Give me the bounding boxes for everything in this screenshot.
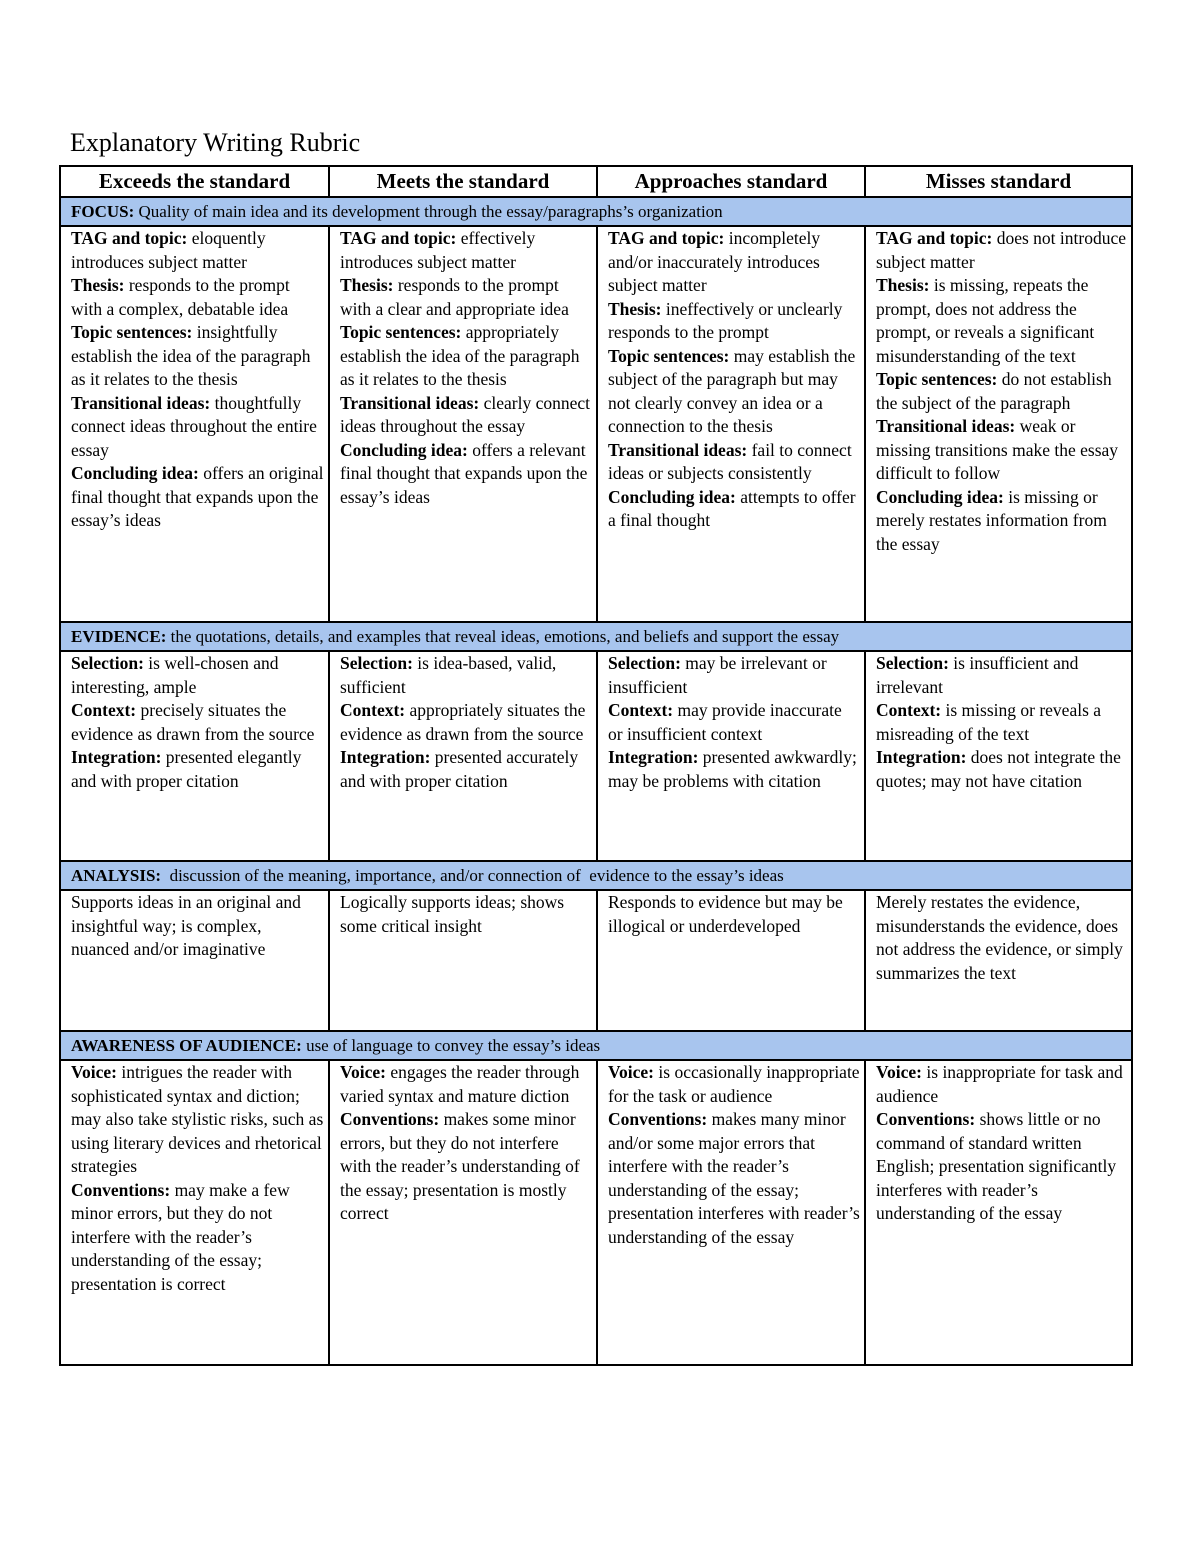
criterion [71, 274, 324, 321]
section-heading [60, 1031, 1132, 1060]
criterion-text: insightfully establish the idea of the paragraph as it relates to the thesis [71, 322, 311, 389]
criteria-cell-exceeds [60, 651, 329, 861]
criterion-text: makes many minor and/or some major errors that interfere with the reader’s understanding of the essay; presentation interferes with reader’s understanding of the essay [608, 1109, 860, 1247]
criteria-cell-misses [865, 226, 1132, 622]
criterion-label: Thesis: [71, 275, 125, 295]
criterion [608, 345, 860, 439]
criterion-label: Context: [876, 700, 942, 720]
section-description: discussion of the meaning, importance, and/or connection of evidence to the essay’s ideas [161, 866, 784, 885]
criterion-text: offers a relevant final thought that expands upon the essay’s ideas [340, 439, 588, 507]
criterion [340, 321, 592, 392]
criterion-label: Topic sentences: [71, 322, 193, 342]
criterion [876, 652, 1127, 699]
criteria-cell-meets [329, 651, 597, 861]
criterion-text: eloquently introduces subject matter [71, 228, 266, 272]
criterion [71, 392, 324, 463]
criterion [876, 891, 1127, 985]
criterion-label: Context: [340, 700, 406, 720]
criterion-label: Concluding idea: [340, 439, 468, 460]
criterion-text: may provide inaccurate or insufficient context [608, 700, 842, 744]
criteria-row [60, 651, 1132, 861]
criterion [71, 321, 324, 392]
criterion-text: is inappropriate for task and audience [876, 1062, 1123, 1106]
section-description: Quality of main idea and its development through the essay/paragraphs’s organization [134, 202, 723, 221]
criterion-label: Thesis: [340, 275, 394, 295]
criterion-label: Conventions: [340, 1109, 440, 1129]
criterion [71, 891, 324, 962]
criterion-text: Logically supports ideas; shows some critical insight [340, 892, 565, 936]
criterion-label: Conventions: [71, 1179, 171, 1200]
criterion-text: presented elegantly and with proper citation [71, 747, 302, 791]
criterion-text: responds to the prompt with a clear and appropriate idea [340, 275, 569, 319]
criterion [876, 368, 1127, 415]
criterion-label: TAG and topic: [608, 228, 725, 248]
criterion-label: Concluding idea: [876, 486, 1004, 507]
criteria-cell-approaches [597, 651, 865, 861]
rubric-body [60, 197, 1132, 1365]
criterion-label: Topic sentences: [876, 369, 998, 389]
section-heading [60, 622, 1132, 651]
criterion-label: Integration: [340, 747, 431, 767]
criterion-text: is well-chosen and interesting, ample [71, 653, 279, 697]
section-row [60, 197, 1132, 226]
criterion [71, 699, 324, 746]
criterion-text: ineffectively or unclearly responds to the prompt [608, 298, 843, 342]
criterion-label: Transitional ideas: [340, 392, 480, 413]
criterion-label: Concluding idea: [608, 486, 736, 507]
criterion-text: precisely situates the evidence as drawn from the source [71, 700, 315, 744]
criterion [340, 652, 592, 699]
criterion-text: does not introduce subject matter [876, 228, 1127, 272]
criteria-row [60, 226, 1132, 622]
criteria-cell-misses [865, 890, 1132, 1031]
criterion [876, 486, 1127, 557]
section-name: FOCUS: [71, 202, 135, 221]
criterion [340, 746, 592, 793]
criterion [876, 1061, 1127, 1108]
criterion-label: TAG and topic: [876, 228, 993, 248]
criterion-text: is insufficient and irrelevant [876, 653, 1079, 697]
criterion-label: Selection: [608, 653, 681, 673]
criterion [608, 298, 860, 345]
section-row [60, 861, 1132, 890]
criteria-cell-meets [329, 890, 597, 1031]
section-heading [60, 197, 1132, 226]
criteria-cell-misses [865, 1060, 1132, 1365]
criterion-label: Integration: [876, 747, 967, 767]
criterion-text: do not establish the subject of the paragraph [876, 369, 1112, 413]
criterion-text: Merely restates the evidence, misunderstands the evidence, does not address the evidence, or simply summarizes the text [876, 892, 1123, 983]
criteria-cell-exceeds [60, 1060, 329, 1365]
criterion-text: shows little or no command of standard written English; presentation significantly interferes with reader’s understanding of the essay [876, 1109, 1117, 1223]
criterion-text: is missing, repeats the prompt, does not address the prompt, or reveals a significant misunderstanding of the text [876, 275, 1095, 366]
criteria-row [60, 890, 1132, 1031]
criterion-label: Conventions: [608, 1109, 708, 1129]
criterion-text: is missing or merely restates information from the essay [876, 486, 1107, 554]
criterion-text: is idea-based, valid, sufficient [340, 653, 557, 697]
criterion [608, 227, 860, 298]
criterion [876, 1108, 1127, 1226]
criterion [608, 699, 860, 746]
criterion-text: does not integrate the quotes; may not have citation [876, 747, 1121, 791]
criterion [340, 1061, 592, 1108]
criterion [876, 415, 1127, 486]
criteria-cell-approaches [597, 890, 865, 1031]
criterion-label: Voice: [71, 1062, 118, 1082]
criterion-label: Integration: [71, 747, 162, 767]
criterion-label: Voice: [340, 1062, 387, 1082]
criteria-cell-approaches [597, 226, 865, 622]
criterion [876, 227, 1127, 274]
criteria-cell-exceeds [60, 226, 329, 622]
criterion-label: Voice: [876, 1062, 923, 1082]
criterion [876, 699, 1127, 746]
criterion [71, 462, 324, 533]
criterion-text: intrigues the reader with sophisticated syntax and diction; may also take stylistic risks, such as using literary devices and rhetorical strategies [71, 1062, 324, 1176]
criterion-text: fail to connect ideas or subjects consistently [608, 439, 852, 483]
criteria-cell-misses [865, 651, 1132, 861]
criterion [876, 746, 1127, 793]
criterion-label: TAG and topic: [71, 228, 188, 248]
criterion [340, 392, 592, 439]
criterion [340, 891, 592, 938]
criterion-text: may establish the subject of the paragraph but may not clearly convey an idea or a connection to the thesis [608, 345, 856, 436]
criterion-label: Context: [608, 700, 674, 720]
criterion-label: Voice: [608, 1062, 655, 1082]
criterion-text: responds to the prompt with a complex, debatable idea [71, 275, 290, 319]
criterion [71, 652, 324, 699]
criterion-text: is missing or reveals a misreading of the text [876, 700, 1102, 744]
criterion [71, 227, 324, 274]
criterion-label: Topic sentences: [608, 345, 730, 366]
criterion-label: Selection: [340, 653, 413, 673]
criterion-text: effectively introduces subject matter [340, 228, 536, 272]
criterion [340, 699, 592, 746]
criterion-label: Transitional ideas: [71, 392, 211, 413]
section-name: ANALYSIS: [71, 866, 162, 885]
criterion-text: offers an original final thought that expands upon the essay’s ideas [71, 463, 324, 530]
criterion-label: Transitional ideas: [876, 416, 1016, 436]
criterion [608, 1108, 860, 1249]
criterion [608, 486, 860, 533]
criterion-text: is occasionally inappropriate for the task or audience [608, 1062, 860, 1106]
criteria-cell-exceeds [60, 890, 329, 1031]
criterion-label: Topic sentences: [340, 322, 462, 342]
criterion [608, 439, 860, 486]
column-header-approaches: Approaches standard [597, 166, 865, 197]
criterion-label: Thesis: [608, 298, 662, 319]
rubric-table [59, 165, 1133, 1366]
criterion [608, 746, 860, 793]
criterion-text: presented accurately and with proper citation [340, 747, 579, 791]
criterion [340, 274, 592, 321]
section-row [60, 622, 1132, 651]
criterion-label: Thesis: [876, 275, 930, 295]
criteria-row [60, 1060, 1132, 1365]
section-description: the quotations, details, and examples that reveal ideas, emotions, and beliefs and support the essay [166, 627, 840, 646]
criterion [340, 1108, 592, 1226]
criterion [608, 1061, 860, 1108]
criterion [71, 746, 324, 793]
criterion-text: attempts to offer a final thought [608, 486, 856, 530]
criterion-text: incompletely and/or inaccurately introduces subject matter [608, 228, 821, 295]
criterion-label: Context: [71, 700, 137, 720]
column-header-meets: Meets the standard [329, 166, 597, 197]
header-row [60, 166, 1132, 197]
criterion [71, 1061, 324, 1179]
criterion-text: thoughtfully connect ideas throughout the entire essay [71, 392, 317, 460]
criterion [608, 652, 860, 699]
criteria-cell-meets [329, 226, 597, 622]
criterion-text: appropriately situates the evidence as drawn from the source [340, 700, 586, 744]
criterion-text: may make a few minor errors, but they do not interfere with the reader’s understanding of the essay; presentation is correct [71, 1179, 290, 1294]
criteria-cell-approaches [597, 1060, 865, 1365]
column-header-exceeds: Exceeds the standard [60, 166, 329, 197]
page-title: Explanatory Writing Rubric [70, 128, 361, 157]
criterion-label: Conventions: [876, 1109, 976, 1129]
criterion [876, 274, 1127, 368]
criterion-label: Selection: [876, 653, 949, 673]
criterion-text: appropriately establish the idea of the paragraph as it relates to the thesis [340, 322, 580, 389]
criterion-text: engages the reader through varied syntax and mature diction [340, 1062, 580, 1106]
criterion-text: may be irrelevant or insufficient [608, 653, 827, 697]
criterion-text: makes some minor errors, but they do not interfere with the reader’s understanding of the essay; presentation is mostly correct [340, 1109, 580, 1223]
criterion [340, 227, 592, 274]
criterion-label: Concluding idea: [71, 463, 199, 483]
criterion-text: weak or missing transitions make the essay difficult to follow [876, 416, 1119, 483]
criterion-text: clearly connect ideas throughout the essay [340, 392, 590, 436]
criterion-label: Integration: [608, 747, 699, 767]
criterion-label: TAG and topic: [340, 228, 457, 248]
criteria-cell-meets [329, 1060, 597, 1365]
section-description: use of language to convey the essay’s ideas [301, 1036, 601, 1055]
criterion-text: Supports ideas in an original and insightful way; is complex, nuanced and/or imaginative [71, 892, 301, 959]
criterion [71, 1179, 324, 1297]
criterion-text: presented awkwardly; may be problems with citation [608, 747, 857, 791]
criterion-label: Selection: [71, 653, 144, 673]
criterion-label: Transitional ideas: [608, 439, 748, 460]
criterion-text: Responds to evidence but may be illogical or underdeveloped [608, 892, 843, 936]
criterion [608, 891, 860, 938]
criterion [340, 439, 592, 510]
section-name: AWARENESS OF AUDIENCE: [71, 1036, 302, 1055]
section-name: EVIDENCE: [71, 627, 167, 646]
column-header-misses: Misses standard [865, 166, 1132, 197]
section-row [60, 1031, 1132, 1060]
section-heading [60, 861, 1132, 890]
